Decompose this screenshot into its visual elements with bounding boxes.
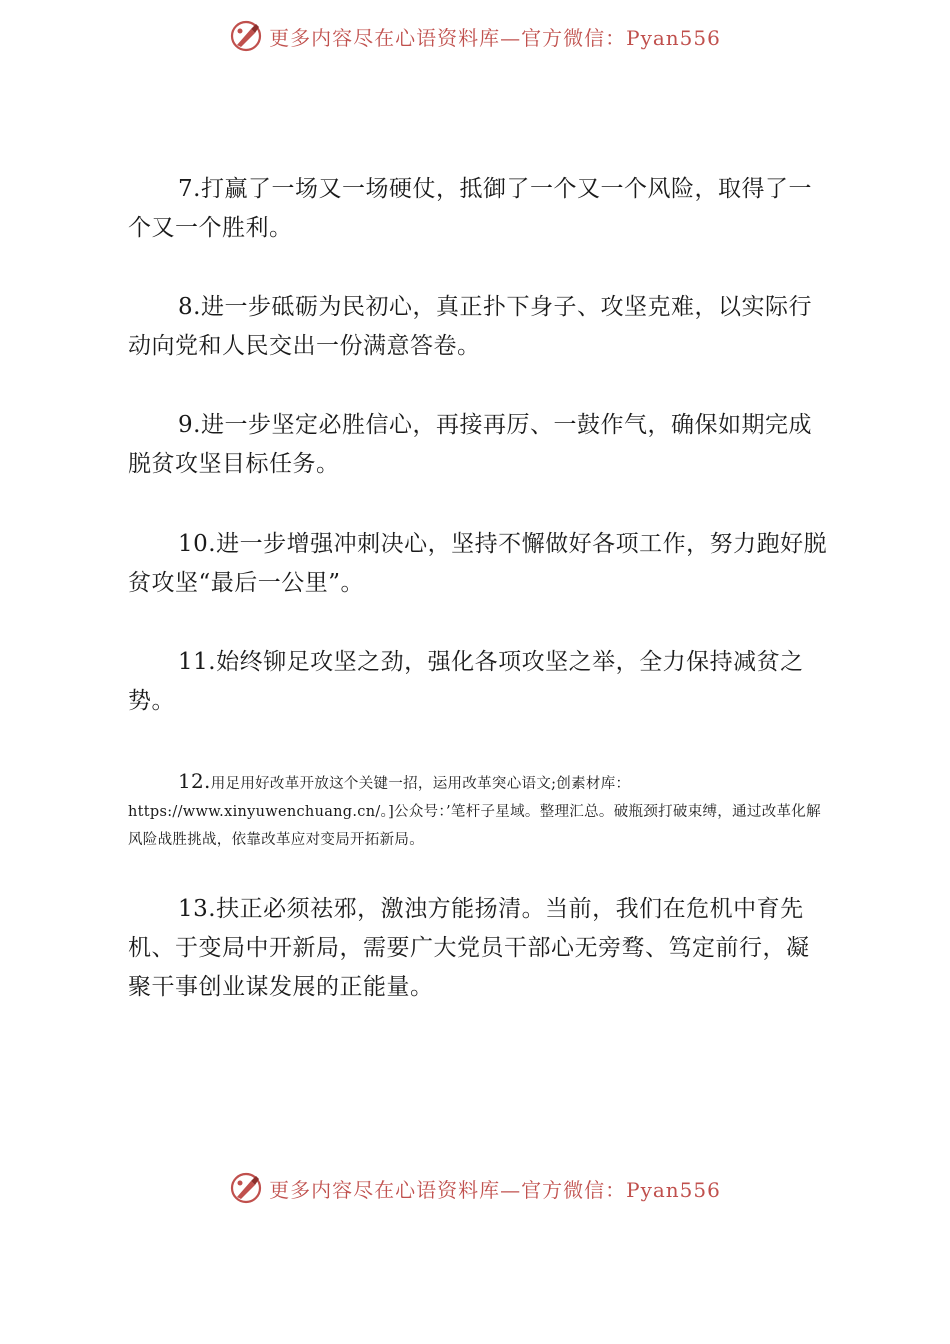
footer-banner [0, 1168, 950, 1208]
list-item-7: 7.打赢了一场又一场硬仗，抵御了一个又一个风险，取得了一个又一个胜利。 [128, 176, 812, 241]
pen-seal-logo-icon [229, 19, 263, 53]
list-item-13: 13.扶正必须祛邪，激浊方能扬清。当前，我们在危机中育先机、于变局中开新局，需要广大党员干部心无旁骛、笃定前行，凝聚干事创业谋发展的正能量。 [128, 896, 810, 1000]
list-item-12 [128, 767, 828, 854]
list-item-8: 8.进一步砥砺为民初心，真正扑下身子、攻坚克难，以实际行动向党和人民交出一份满意答卷。 [128, 294, 812, 359]
header-banner-text: 更多内容尽在心语资料库—官方微信：Pyan556 [269, 25, 721, 50]
list-item-9: 9.进一步坚定必胜信心，再接再厉、一鼓作气，确保如期完成脱贫攻坚目标任务。 [128, 412, 812, 477]
footer-banner-text: 更多内容尽在心语资料库—官方微信：Pyan556 [269, 1177, 721, 1202]
list-item-11: 11.始终铆足攻坚之劲，强化各项攻坚之举，全力保持减贫之势。 [128, 649, 804, 714]
list-item-12-text: 用足用好改革开放这个关键一招，运用改革突心语文;创素材库：https://www.xinyuwenchuang.cn/。]公众号：’笔杆子星域。整理汇总。破瓶颈打破束缚，通过改革化解风险战胜挑战，依靠改革应对变局开拓新局。 [128, 776, 821, 848]
list-item-10: 10.进一步增强冲刺决心，坚持不懈做好各项工作，努力跑好脱贫攻坚“最后一公里”。 [128, 531, 828, 596]
header-banner [0, 16, 950, 56]
list-item-12-number: 12. [178, 769, 211, 793]
pen-seal-logo-icon [229, 1171, 263, 1205]
